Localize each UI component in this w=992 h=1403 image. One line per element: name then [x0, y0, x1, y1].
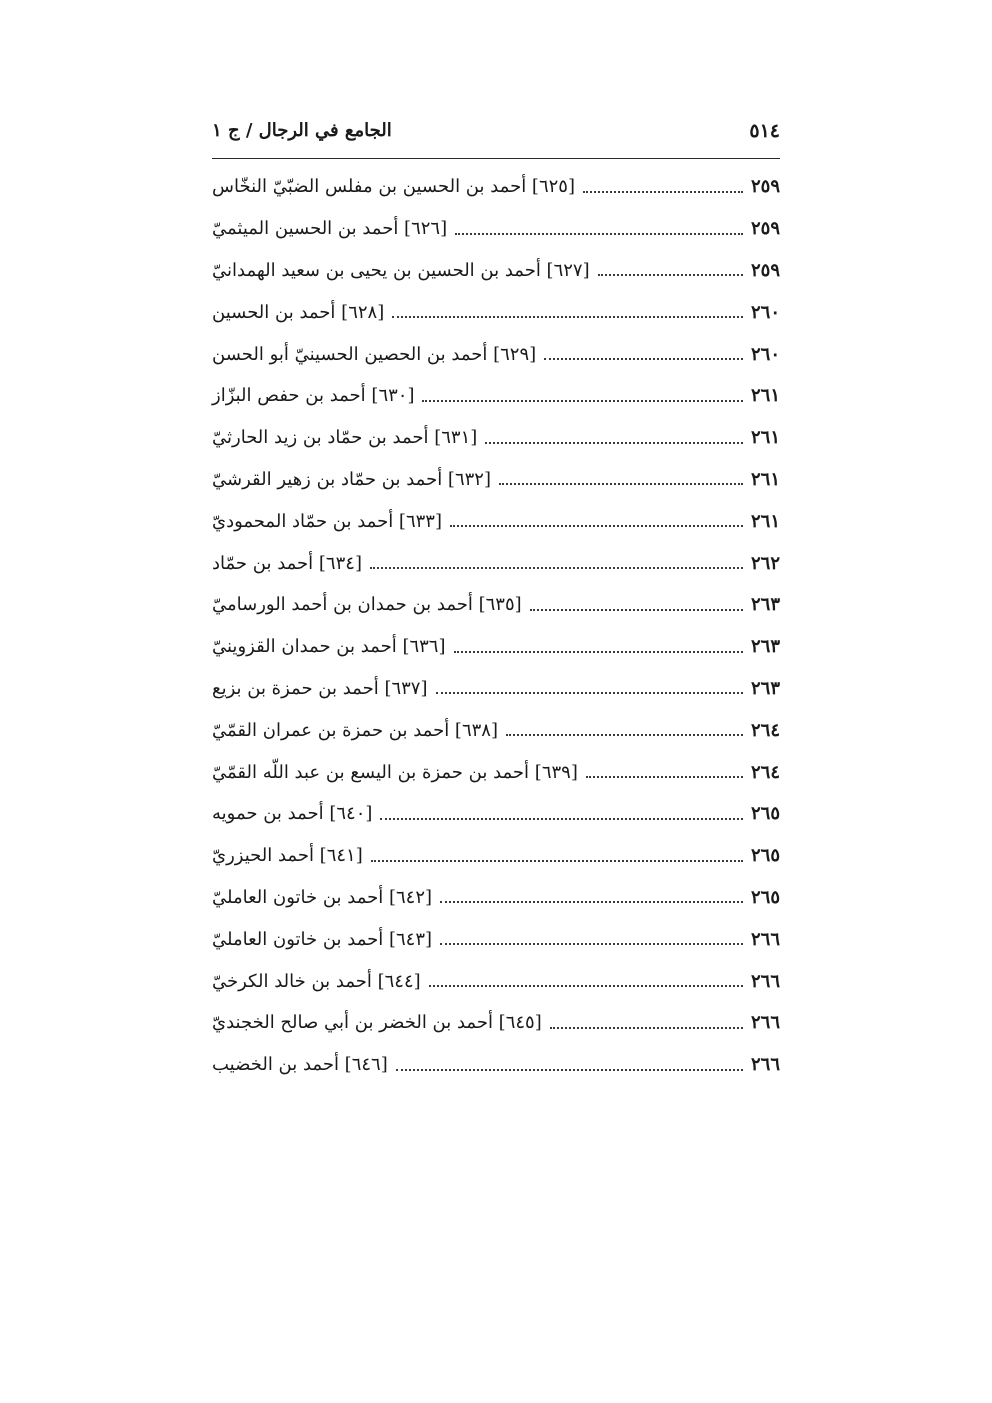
dot-leader: [370, 557, 743, 569]
entry-page-number: ٢٦٥: [750, 845, 780, 867]
dot-leader: [485, 432, 743, 444]
dot-leader: [422, 390, 743, 402]
toc-entry: [212, 751, 780, 793]
toc-entry: [212, 626, 780, 668]
dot-leader: [454, 641, 743, 653]
dot-leader: [499, 473, 743, 485]
dot-leader: [450, 515, 743, 527]
toc-entry: [212, 709, 780, 751]
entry-page-number: ٢٦٤: [750, 761, 780, 783]
toc-entry: [212, 542, 780, 584]
entry-title: [٦٤٠] أحمد بن حمويه: [212, 803, 373, 825]
entry-title: [٦٢٦] أحمد بن الحسين الميثميّ: [212, 218, 448, 240]
dot-leader: [440, 933, 743, 945]
dot-leader: [586, 766, 743, 778]
toc-entry: [212, 291, 780, 333]
entry-title: [٦٣٩] أحمد بن حمزة بن اليسع بن عبد اللّه القمّيّ: [212, 761, 578, 783]
toc-entry: [212, 918, 780, 960]
table-of-contents: [212, 166, 780, 1086]
entry-page-number: ٢٦٦: [750, 1012, 780, 1034]
entry-title: [٦٤٦] أحمد بن الخضيب: [212, 1054, 388, 1076]
entry-page-number: ٢٦٦: [750, 928, 780, 950]
toc-entry: [212, 208, 780, 250]
toc-entry: [212, 1044, 780, 1086]
entry-page-number: ٢٦١: [750, 385, 780, 407]
toc-entry: [212, 333, 780, 375]
toc-entry: [212, 250, 780, 292]
toc-entry: [212, 960, 780, 1002]
entry-page-number: ٢٦٠: [750, 301, 780, 323]
entry-title: [٦٢٥] أحمد بن الحسين بن مفلس الضبّيّ النخّاس: [212, 176, 575, 198]
dot-leader: [436, 682, 743, 694]
dot-leader: [440, 891, 743, 903]
entry-title: [٦٣٨] أحمد بن حمزة بن عمران القمّيّ: [212, 719, 498, 741]
entry-title: [٦٢٧] أحمد بن الحسين بن يحيى بن سعيد الهمدانيّ: [212, 259, 590, 281]
entry-title: [٦٢٨] أحمد بن الحسين: [212, 301, 385, 323]
entry-page-number: ٢٦١: [750, 427, 780, 449]
dot-leader: [506, 724, 743, 736]
page-header: [212, 120, 780, 159]
entry-title: [٦٤٥] أحمد بن الخضر بن أبي صالح الخجنديّ: [212, 1012, 542, 1034]
toc-entry: [212, 793, 780, 835]
entry-title: [٦٣٣] أحمد بن حمّاد المحموديّ: [212, 510, 443, 532]
entry-page-number: ٢٦٦: [750, 1054, 780, 1076]
running-title: الجامع في الرجال / ج ١: [212, 120, 392, 141]
entry-page-number: ٢٦٤: [750, 719, 780, 741]
toc-entry: [212, 1002, 780, 1044]
dot-leader: [583, 181, 743, 193]
entry-title: [٦٣٦] أحمد بن حمدان القزوينيّ: [212, 636, 446, 658]
entry-page-number: ٢٦٠: [750, 343, 780, 365]
entry-title: [٦٣٤] أحمد بن حمّاد: [212, 552, 362, 574]
entry-page-number: ٢٥٩: [750, 259, 780, 281]
entry-page-number: ٢٦٣: [750, 594, 780, 616]
toc-entry: [212, 668, 780, 710]
dot-leader: [380, 808, 743, 820]
entry-title: [٦٣١] أحمد بن حمّاد بن زيد الحارثيّ: [212, 427, 478, 449]
entry-page-number: ٢٦٥: [750, 803, 780, 825]
entry-title: [٦٤١] أحمد الحيزريّ: [212, 845, 363, 867]
entry-title: [٦٤٤] أحمد بن خالد الكرخيّ: [212, 970, 421, 992]
entry-page-number: ٢٦٥: [750, 886, 780, 908]
toc-entry: [212, 584, 780, 626]
toc-entry: [212, 877, 780, 919]
entry-page-number: ٢٦٢: [750, 552, 780, 574]
entry-title: [٦٣٠] أحمد بن حفص البزّاز: [212, 385, 415, 407]
dot-leader: [396, 1059, 743, 1071]
entry-title: [٦٢٩] أحمد بن الحصين الحسينيّ أبو الحسن: [212, 343, 537, 365]
entry-page-number: ٢٦٦: [750, 970, 780, 992]
toc-entry: [212, 166, 780, 208]
toc-entry: [212, 459, 780, 501]
toc-entry: [212, 500, 780, 542]
entry-title: [٦٣٧] أحمد بن حمزة بن بزيع: [212, 677, 428, 699]
entry-page-number: ٢٥٩: [750, 218, 780, 240]
toc-entry: [212, 835, 780, 877]
entry-page-number: ٢٦١: [750, 468, 780, 490]
dot-leader: [530, 599, 743, 611]
entry-page-number: ٢٦٣: [750, 677, 780, 699]
toc-entry: [212, 417, 780, 459]
entry-title: [٦٣٥] أحمد بن حمدان بن أحمد الورساميّ: [212, 594, 522, 616]
entry-page-number: ٢٦٣: [750, 636, 780, 658]
entry-page-number: ٢٦١: [750, 510, 780, 532]
dot-leader: [392, 306, 743, 318]
entry-title: [٦٣٢] أحمد بن حمّاد بن زهير القرشيّ: [212, 468, 491, 490]
dot-leader: [455, 223, 743, 235]
entry-title: [٦٤٢] أحمد بن خاتون العامليّ: [212, 886, 433, 908]
entry-page-number: ٢٥٩: [750, 176, 780, 198]
page-number: ٥١٤: [749, 120, 780, 142]
dot-leader: [550, 1017, 743, 1029]
dot-leader: [371, 850, 743, 862]
entry-title: [٦٤٣] أحمد بن خاتون العامليّ: [212, 928, 433, 950]
toc-entry: [212, 375, 780, 417]
dot-leader: [544, 348, 743, 360]
dot-leader: [598, 264, 743, 276]
dot-leader: [429, 975, 743, 987]
